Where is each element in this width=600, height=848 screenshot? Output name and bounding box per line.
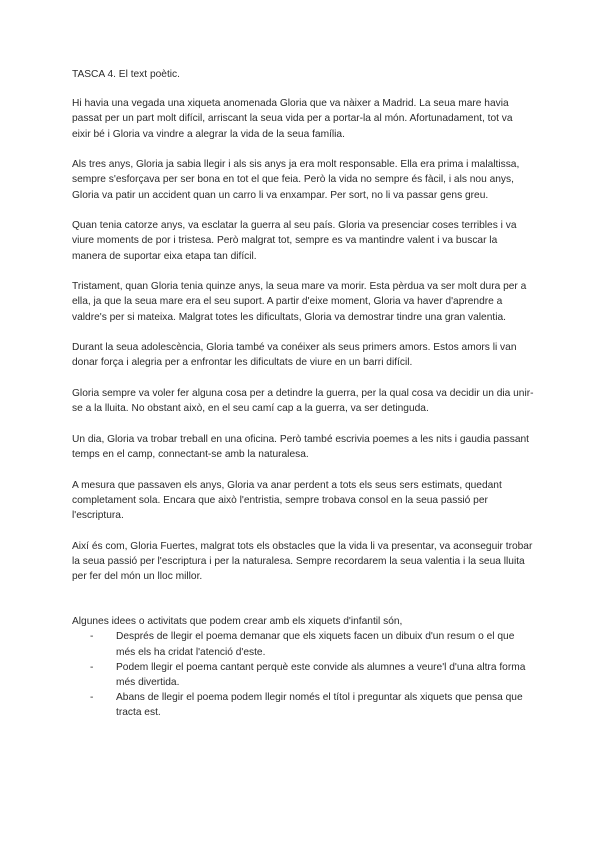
ideas-intro: Algunes idees o activitats que podem crear amb els xiquets d'infantil són, (72, 616, 403, 628)
idea-item-2 (72, 660, 534, 690)
idea-text-3: Abans de llegir el poema podem llegir només el títol i preguntar als xiquets que pensa que tracta est. (116, 692, 523, 719)
paragraph-9: Així és com, Gloria Fuertes, malgrat tots els obstacles que la vida li va presentar, va aconseguir trobar la seua passió per l'escriptura i per la naturalesa. Sempre recordarem la seua valentia i la seua lluita per fer del món un lloc millor. (72, 540, 533, 582)
paragraph-5: Durant la seua adolescència, Gloria també va conéixer als seus primers amors. Estos amors li van donar força i alegria per a enfrontar les dificultats de viure en un barri difícil. (72, 342, 517, 369)
paragraph-3: Quan tenia catorze anys, va esclatar la guerra al seu país. Gloria va presenciar coses terribles i va viure moments de por i tristesa. Però malgrat tot, sempre es va mantindre valent i va buscar la manera de suportar eixa etapa tan difícil. (72, 220, 517, 262)
document-title: TASCA 4. El text poètic. (72, 69, 180, 80)
paragraph-4: Tristament, quan Gloria tenia quinze anys, la seua mare va morir. Esta pèrdua va ser molt dura per a ella, ja que la seua mare era el seu suport. A partir d'eixe moment, Gloria va haver d'aprendre a valdre's per si mateixa. Malgrat totes les dificultats, Gloria va demostrar tindre una gran valentia. (72, 281, 527, 323)
paragraph-1: Hi havia una vegada una xiqueta anomenada Gloria que va nàixer a Madrid. La seua mare havia passat per un part molt difícil, arriscant la seua vida per a portar-la al món. Afortunadament, tot va eixir bé i Gloria va vindre a alegrar la vida de la seua família. (72, 98, 513, 140)
idea-item-1 (72, 629, 534, 659)
paragraph-6: Gloria sempre va voler fer alguna cosa per a detindre la guerra, per la qual cosa va decidir un dia unir-se a la lluita. No obstant això, en el seu camí cap a la guerra, va ser detinguda. (72, 388, 534, 415)
idea-item-3 (72, 690, 534, 720)
bullet-dash: - (90, 661, 94, 673)
paragraph-7: Un dia, Gloria va trobar treball en una oficina. Però també escrivia poemes a les nits i gaudia passant temps en el camp, connectant-se amb la naturalesa. (72, 433, 529, 460)
bullet-dash: - (90, 631, 94, 643)
paragraph-2: Als tres anys, Gloria ja sabia llegir i als sis anys ja era molt responsable. Ella era prima i malaltissa, sempre s'esforçava per ser bona en tot el que feia. Però la vida no sempre és fàcil, i als nou anys, Gloria va patir un accident quan un carro li va enxampar. Per sort, no li va passar gens greu. (72, 159, 520, 201)
document-body (72, 67, 534, 721)
bullet-dash: - (90, 692, 94, 704)
idea-text-1: Després de llegir el poema demanar que els xiquets facen un dibuix d'un resum o el que més els ha cridat l'atenció d'este. (116, 631, 515, 658)
idea-text-2: Podem llegir el poema cantant perquè este convide als alumnes a veure'l d'una altra forma més divertida. (116, 661, 526, 689)
ideas-list (72, 629, 534, 720)
paragraph-8: A mesura que passaven els anys, Gloria va anar perdent a tots els seus sers estimats, quedant completament sola. Encara que això l'entristia, sempre trobava consol en la seua passió per l'escriptura. (72, 479, 502, 521)
